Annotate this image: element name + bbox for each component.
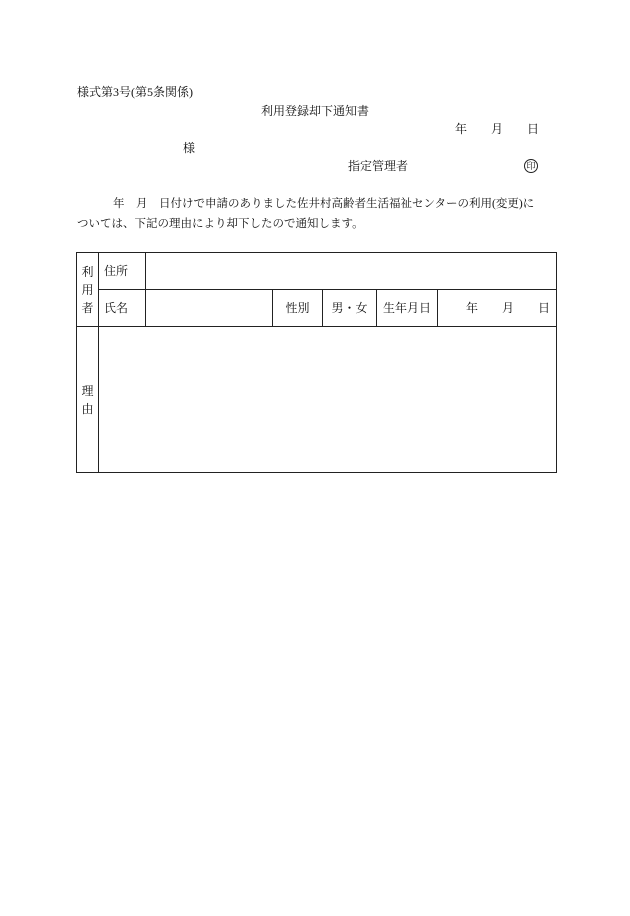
address-label-cell xyxy=(99,253,146,290)
name-label-cell xyxy=(99,290,146,326)
gender-label: 性別 xyxy=(285,301,310,315)
gender-options-cell xyxy=(323,290,377,326)
birthdate-value: 年 月 日 xyxy=(465,301,550,315)
body-text-line-1: 年 月 日付けで申請のありました佐井村高齢者生活福祉センターの利用(変更)に xyxy=(113,198,535,210)
seal-mark: 印 xyxy=(524,159,538,173)
reason-label-cell xyxy=(77,326,99,472)
name-label: 氏名 xyxy=(104,301,129,315)
issue-date: 年 月 日 xyxy=(455,122,540,136)
birthdate-label: 生年月日 xyxy=(382,301,431,315)
reason-value-cell xyxy=(99,326,556,472)
user-header-label: 利用者 xyxy=(81,264,94,315)
address-label: 住所 xyxy=(104,264,129,278)
user-header-cell xyxy=(77,253,99,326)
name-value-cell xyxy=(146,290,273,326)
birthdate-value-cell xyxy=(438,290,556,326)
document-title: 利用登録却下通知書 xyxy=(260,104,369,118)
rejection-table xyxy=(76,252,557,473)
address-value-cell xyxy=(146,253,556,290)
issuer-label: 指定管理者 xyxy=(348,159,409,173)
reason-label: 理由 xyxy=(81,383,94,416)
form-number: 様式第3号(第5条関係) xyxy=(77,85,193,99)
addressee-suffix: 様 xyxy=(183,141,196,155)
gender-label-cell xyxy=(273,290,323,326)
gender-options: 男・女 xyxy=(331,301,368,315)
birthdate-label-cell xyxy=(377,290,438,326)
body-text-line-2: ついては、下記の理由により却下したので通知します。 xyxy=(77,218,364,230)
